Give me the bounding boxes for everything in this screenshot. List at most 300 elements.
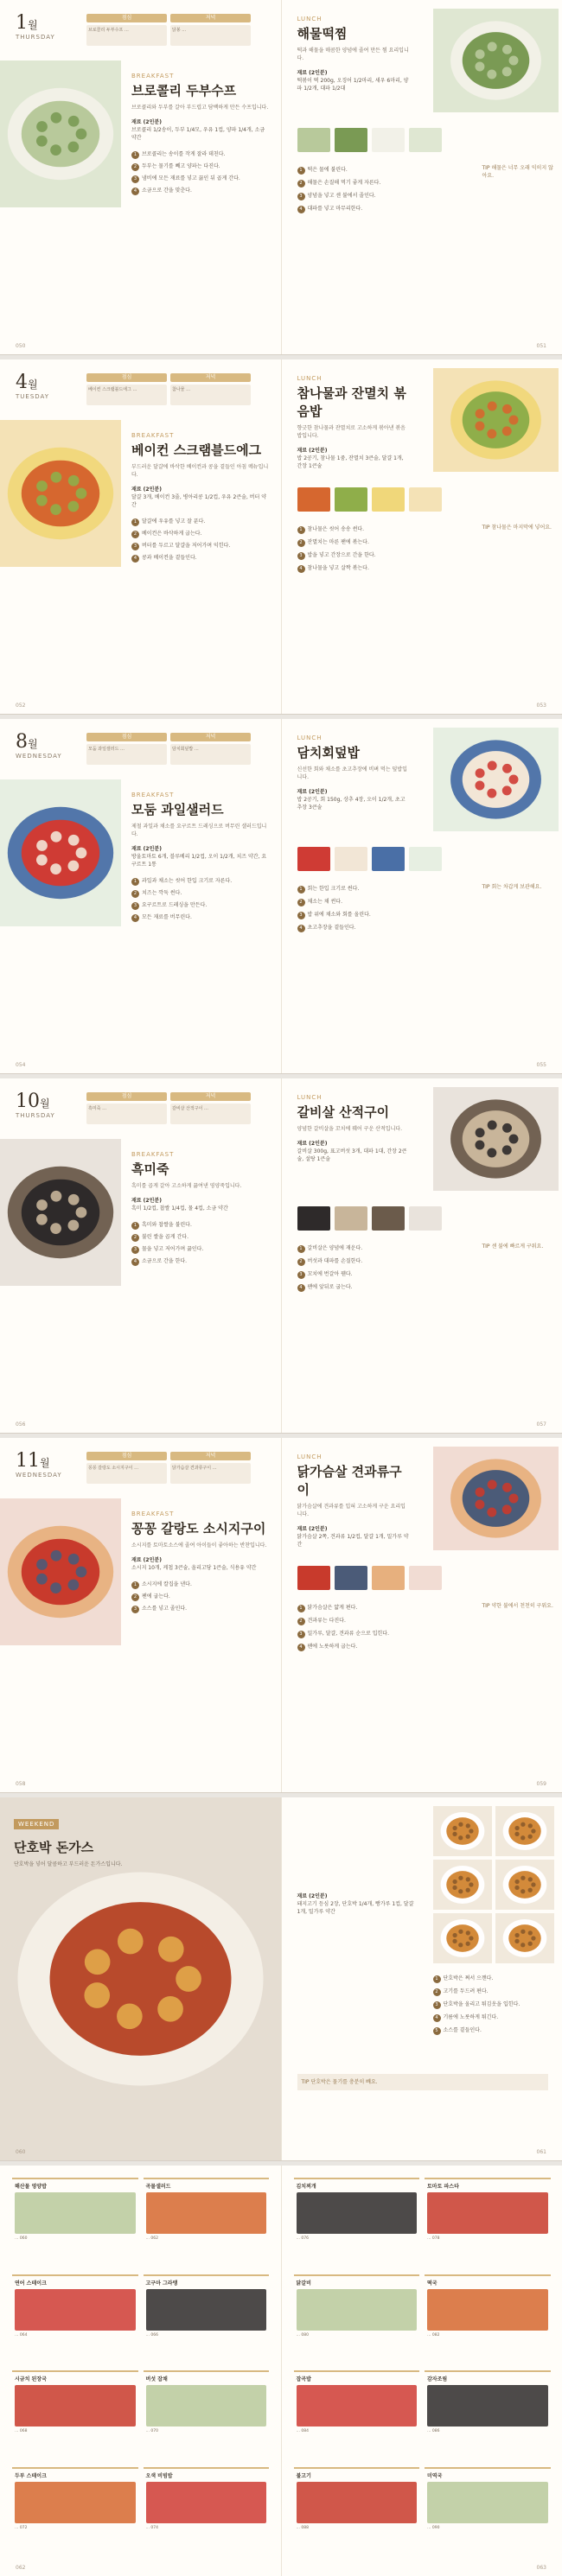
index-card-text: … 086 <box>427 2429 548 2434</box>
index-card-text: … 066 <box>146 2333 267 2338</box>
step-thumbnail <box>372 1206 405 1231</box>
step-thumbnail <box>297 847 330 871</box>
step-text: 버터를 두르고 달걀을 저어가며 익힌다. <box>142 543 230 549</box>
meal-plan-cell: 꽁꽁 갈랑도 소시지구이 … <box>86 1463 167 1484</box>
step-number: 3 <box>297 1631 305 1638</box>
index-card-photo <box>297 2385 418 2427</box>
index-card-text: … 076 <box>297 2236 418 2242</box>
index-card-text: … 082 <box>427 2333 548 2338</box>
index-card-text: … 080 <box>297 2333 418 2338</box>
step-row <box>297 1257 470 1266</box>
breakfast-title: 브로콜리 두부수프 <box>131 81 270 99</box>
ingredients-heading: 재료 (2인분) <box>297 1526 328 1532</box>
day-unit: 월 <box>40 1097 50 1110</box>
index-card-title: 잡곡밥 <box>297 2375 418 2382</box>
step-row <box>131 1257 270 1266</box>
right-page <box>282 1078 562 1433</box>
step-text: 대파를 넣고 마무리한다. <box>308 206 363 212</box>
index-card[interactable] <box>144 2370 270 2462</box>
lunch-steps <box>297 1604 470 1656</box>
ingredients-heading: 재료 (2인분) <box>131 1557 162 1563</box>
step-number: 3 <box>131 543 139 550</box>
step-row <box>131 889 270 898</box>
lunch-text-block <box>297 1453 410 1549</box>
index-card-photo <box>427 2289 548 2331</box>
step-row <box>131 1221 270 1230</box>
step-row <box>131 901 270 910</box>
day-number <box>16 731 71 753</box>
step-row <box>433 1975 554 1983</box>
index-card-text: … 068 <box>15 2429 136 2434</box>
ingredients-list: 밥 2공기, 참나물 1줌, 잔멸치 3큰술, 달걀 1개, 간장 1큰술 <box>297 455 404 469</box>
index-card[interactable] <box>12 2370 138 2462</box>
step-thumbnail <box>372 487 405 512</box>
step-row <box>297 1244 470 1253</box>
index-card[interactable] <box>144 2467 270 2559</box>
step-number: 3 <box>297 1271 305 1279</box>
ingredients-heading: 재료 (2인분) <box>297 70 328 76</box>
lunch-ingredients <box>297 788 410 811</box>
meal-plan-cell: 브로콜리 두부수프 … <box>86 25 167 46</box>
ingredients-heading: 재료 (2인분) <box>131 487 162 493</box>
step-row <box>131 1233 270 1242</box>
index-card[interactable] <box>294 2178 420 2269</box>
tip-note: TIP 약한 불에서 천천히 구워요. <box>482 1602 556 1610</box>
index-card[interactable] <box>144 2178 270 2269</box>
step-thumbnails <box>297 1566 442 1590</box>
step-text: 소금으로 간을 한다. <box>142 1258 187 1264</box>
index-card[interactable] <box>144 2274 270 2366</box>
index-card-title: 버섯 잡채 <box>146 2375 267 2382</box>
meal-plan-cell: 모둠 과일샐러드 … <box>86 744 167 765</box>
page-number-right: 059 <box>537 1781 546 1787</box>
meal-plan-table <box>86 1452 251 1486</box>
step-text: 팬에 굽는다. <box>142 1593 170 1600</box>
lunch-title: 닭가슴살 견과류구이 <box>297 1462 410 1498</box>
meal-plan-tab: 저녁 <box>170 373 251 382</box>
meal-plan-tab: 점심 <box>86 1092 167 1101</box>
step-number: 3 <box>131 175 139 183</box>
special-recipe-spread <box>0 1797 562 2160</box>
step-thumbnail <box>409 847 442 871</box>
step-thumbnail <box>335 847 367 871</box>
breakfast-steps <box>131 877 270 922</box>
meal-plan-cell: 베이컨 스크램블드에그 … <box>86 385 167 405</box>
step-thumbnail <box>409 487 442 512</box>
step-text: 고기를 두드려 편다. <box>444 1988 489 1994</box>
weekend-label: WEEKEND <box>14 1819 59 1829</box>
day-number <box>16 1091 71 1112</box>
breakfast-ingredients <box>131 1197 270 1212</box>
day-badge <box>16 1450 71 1479</box>
lunch-ingredients <box>297 1140 410 1163</box>
step-number: 2 <box>297 1258 305 1266</box>
ingredients-list: 갈비살 300g, 표고버섯 3개, 대파 1대, 간장 2큰술, 설탕 1큰술 <box>297 1148 407 1162</box>
step-thumbnails <box>297 128 442 152</box>
index-card-photo <box>15 2192 136 2234</box>
step-photo <box>495 1860 554 1910</box>
step-number: 2 <box>131 1593 139 1601</box>
meal-plan-tabs <box>86 14 251 22</box>
meal-plan-tabs <box>86 1452 251 1460</box>
step-number: 4 <box>297 565 305 573</box>
step-row <box>433 2026 554 2035</box>
lunch-label: LUNCH <box>297 375 410 382</box>
breakfast-photo <box>0 779 121 926</box>
step-text: 견과류는 다진다. <box>308 1618 346 1624</box>
step-row <box>297 179 470 188</box>
lunch-text-block <box>297 1094 410 1163</box>
step-number: 1 <box>131 151 139 159</box>
meal-plan-table <box>86 1092 251 1127</box>
step-row <box>297 538 470 547</box>
step-number: 1 <box>297 1605 305 1612</box>
step-number: 1 <box>297 167 305 175</box>
lunch-photo <box>433 9 559 112</box>
index-card-title: 오색 비빔밥 <box>146 2471 267 2479</box>
step-number: 3 <box>297 193 305 200</box>
lunch-label: LUNCH <box>297 1453 410 1460</box>
index-card[interactable] <box>12 2467 138 2559</box>
breakfast-title: 모둠 과일샐러드 <box>131 800 270 818</box>
step-photo <box>433 1913 492 1963</box>
step-thumbnail <box>409 1566 442 1590</box>
index-card-text: … 090 <box>427 2526 548 2531</box>
step-text: 소스를 넣고 졸인다. <box>142 1606 187 1612</box>
recipe-index-grid <box>294 2178 551 2558</box>
step-number: 3 <box>433 2001 441 2009</box>
breakfast-photo <box>0 1139 121 1286</box>
lunch-text-block <box>297 375 410 470</box>
ingredients-list: 떡볶이 떡 200g, 오징어 1/2마리, 새우 6마리, 양파 1/2개, 대파 1/2대 <box>297 78 409 92</box>
index-card-photo <box>15 2482 136 2523</box>
recipe-spread <box>0 1438 562 1792</box>
step-number: 2 <box>297 180 305 188</box>
page-number-left: 052 <box>16 703 25 709</box>
lunch-label: LUNCH <box>297 16 410 22</box>
ingredients-heading: 재료 (2인분) <box>131 119 162 125</box>
breakfast-photo <box>0 60 121 207</box>
breakfast-text-block <box>131 432 270 566</box>
step-row <box>131 1581 270 1589</box>
step-row <box>433 2013 554 2022</box>
step-text: 밥을 넣고 간장으로 간을 한다. <box>308 552 376 558</box>
index-card-photo <box>146 2385 267 2427</box>
breakfast-description: 부드러운 달걀에 바삭한 베이컨과 콩을 곁들인 아침 메뉴입니다. <box>131 463 270 479</box>
index-card-title: 토마토 파스타 <box>427 2182 548 2190</box>
step-number: 2 <box>297 539 305 547</box>
step-text: 해물은 손질해 먹기 좋게 자른다. <box>308 180 381 186</box>
index-card-title: 해산물 영양밥 <box>15 2182 136 2190</box>
step-text: 회는 한입 크기로 썬다. <box>308 886 360 892</box>
meal-plan-table <box>86 733 251 767</box>
lunch-text-block <box>297 16 410 92</box>
meal-plan-table <box>86 373 251 408</box>
ingredients-list: 돼지고기 등심 2장, 단호박 1/4개, 빵가루 1컵, 달걀 1개, 밀가루 약간 <box>297 1901 414 1915</box>
right-page <box>282 1797 562 2160</box>
breakfast-label: BREAKFAST <box>131 1151 270 1158</box>
step-number: 4 <box>297 206 305 213</box>
step-thumbnail <box>335 487 367 512</box>
index-card[interactable] <box>294 2274 420 2366</box>
step-thumbnail <box>297 1566 330 1590</box>
page-number-left: 054 <box>16 1062 25 1068</box>
step-number: 4 <box>433 2014 441 2022</box>
index-card-title: 떡국 <box>427 2279 548 2287</box>
meal-plan-cell: 참나물 … <box>170 385 251 405</box>
index-card-photo <box>146 2192 267 2234</box>
meal-plan-tab: 점심 <box>86 733 167 741</box>
step-photo <box>495 1913 554 1963</box>
step-thumbnail <box>372 847 405 871</box>
meal-plan-cell: 닭봉 … <box>170 25 251 46</box>
day-number <box>16 1450 71 1472</box>
step-row <box>297 564 470 573</box>
index-card-text: … 072 <box>15 2526 136 2531</box>
step-photo <box>495 1806 554 1856</box>
index-card-text: … 084 <box>297 2429 418 2434</box>
step-photo <box>433 1860 492 1910</box>
breakfast-ingredients <box>131 1556 270 1572</box>
step-text: 브로콜리는 송이를 작게 잘라 데친다. <box>142 151 225 157</box>
lunch-description: 향긋한 참나물과 잔멸치로 고소하게 볶아낸 볶음밥입니다. <box>297 424 410 440</box>
step-number: 4 <box>297 1644 305 1651</box>
meal-plan-tab: 저녁 <box>170 14 251 22</box>
breakfast-steps <box>131 1581 270 1613</box>
day-unit: 월 <box>40 1457 50 1469</box>
step-text: 팬에 노릇하게 굽는다. <box>308 1644 358 1650</box>
step-row <box>131 530 270 538</box>
step-text: 불린 쌀을 곱게 간다. <box>142 1234 188 1240</box>
special-ingredients <box>297 1892 418 1916</box>
page-number-left: 058 <box>16 1781 25 1787</box>
recipe-spread <box>0 359 562 714</box>
index-card[interactable] <box>12 2178 138 2269</box>
index-card[interactable] <box>425 2370 551 2462</box>
lunch-photo <box>433 1087 559 1191</box>
step-text: 콩과 베이컨을 곁들인다. <box>142 555 197 561</box>
special-steps <box>433 1975 554 2039</box>
lunch-steps <box>297 166 470 218</box>
breakfast-description: 제철 과일과 채소를 요구르트 드레싱으로 버무린 샐러드입니다. <box>131 823 270 838</box>
index-card-photo <box>15 2385 136 2427</box>
recipe-index-grid <box>12 2178 269 2558</box>
index-card-photo <box>427 2385 548 2427</box>
ingredients-list: 소시지 10개, 케첩 3큰술, 올리고당 1큰술, 식용유 약간 <box>131 1565 256 1571</box>
special-title: 단호박 돈가스 <box>14 1838 144 1856</box>
step-number: 3 <box>297 552 305 560</box>
lunch-title: 담치회덮밥 <box>297 743 410 761</box>
index-card[interactable] <box>12 2274 138 2366</box>
day-badge <box>16 1091 71 1119</box>
step-thumbnails <box>297 1206 442 1231</box>
lunch-ingredients <box>297 69 410 92</box>
step-number: 1 <box>131 518 139 526</box>
step-text: 닭가슴살은 얇게 편다. <box>308 1605 358 1611</box>
step-row <box>297 1270 470 1279</box>
right-page <box>282 2166 562 2576</box>
index-card-photo <box>297 2482 418 2523</box>
step-number: 5 <box>433 2027 441 2035</box>
index-card-title: 연어 스테이크 <box>15 2279 136 2287</box>
step-text: 달걀에 우유를 넣고 잘 푼다. <box>142 518 205 525</box>
step-number: 1 <box>131 878 139 886</box>
step-row <box>131 1593 270 1601</box>
tip-note: TIP 센 불에 빠르게 구워요. <box>482 1243 556 1250</box>
ingredients-list: 닭가슴살 2쪽, 견과류 1/2컵, 달걀 1개, 밀가루 약간 <box>297 1534 409 1548</box>
special-description: 단호박을 넣어 달콤하고 부드러운 돈가스입니다. <box>14 1860 144 1868</box>
index-card-photo <box>146 2289 267 2331</box>
left-page <box>0 1078 282 1433</box>
day-unit: 월 <box>28 378 38 391</box>
lunch-photo <box>433 728 559 831</box>
step-text: 소스를 곁들인다. <box>444 2027 482 2033</box>
index-card[interactable] <box>425 2178 551 2269</box>
ingredients-heading: 재료 (2인분) <box>297 448 328 454</box>
step-thumbnail <box>297 1206 330 1231</box>
step-row <box>297 551 470 560</box>
meal-plan-cell: 담치회덮밥 … <box>170 744 251 765</box>
step-text: 참나물을 넣고 살짝 볶는다. <box>308 565 369 571</box>
lunch-text-block <box>297 735 410 811</box>
step-thumbnail <box>409 128 442 152</box>
meal-plan-tab: 저녁 <box>170 1092 251 1101</box>
step-number: 3 <box>131 1246 139 1254</box>
index-card-title: 미역국 <box>427 2471 548 2479</box>
index-card-text: … 070 <box>146 2429 267 2434</box>
ingredients-list: 밥 2공기, 회 150g, 상추 4장, 오이 1/2개, 초고추장 3큰술 <box>297 797 406 811</box>
ingredients-list: 흑미 1/2컵, 찹쌀 1/4컵, 물 4컵, 소금 약간 <box>131 1205 228 1212</box>
step-text: 단호박을 올리고 튀김옷을 입힌다. <box>444 2001 520 2007</box>
step-row <box>131 1245 270 1254</box>
lunch-steps <box>297 525 470 577</box>
page-number-left: 060 <box>16 2149 25 2155</box>
step-row <box>297 1604 470 1612</box>
lunch-description: 신선한 회와 채소를 초고추장에 비벼 먹는 덮밥입니다. <box>297 766 410 781</box>
step-text: 떡은 물에 불린다. <box>308 167 348 173</box>
index-card[interactable] <box>294 2467 420 2559</box>
step-row <box>297 1643 470 1651</box>
tip-note: TIP 회는 차갑게 보관해요. <box>482 883 556 891</box>
index-card-title: 곡물샐러드 <box>146 2182 267 2190</box>
step-thumbnail <box>409 1206 442 1231</box>
step-number: 2 <box>131 531 139 538</box>
index-card-title: 김치찌개 <box>297 2182 418 2190</box>
step-thumbnail <box>297 128 330 152</box>
step-text: 밀가루, 달걀, 견과류 순으로 입힌다. <box>308 1631 390 1637</box>
special-note: TIP 단호박은 물기를 충분히 빼요. <box>297 2074 548 2090</box>
ingredients-heading: 재료 (2인분) <box>131 846 162 852</box>
recipe-spread <box>0 1078 562 1433</box>
step-row <box>131 913 270 922</box>
lunch-description: 양념한 갈비살을 꼬치에 꿰어 구운 산적입니다. <box>297 1125 410 1133</box>
breakfast-label: BREAKFAST <box>131 1511 270 1517</box>
lunch-photo <box>433 1447 559 1550</box>
step-row <box>297 1617 470 1625</box>
step-row <box>297 205 470 213</box>
step-number: 3 <box>131 1606 139 1613</box>
step-row <box>297 885 470 894</box>
index-card[interactable] <box>294 2370 420 2462</box>
page-number-right: 057 <box>537 1422 546 1428</box>
lunch-photo <box>433 368 559 472</box>
breakfast-text-block <box>131 1511 270 1617</box>
breakfast-steps <box>131 150 270 195</box>
step-number: 4 <box>131 555 139 563</box>
day-value: 4 <box>16 372 28 393</box>
step-text: 잔멸치는 마른 팬에 볶는다. <box>308 539 369 545</box>
index-card[interactable] <box>425 2467 551 2559</box>
step-text: 밥 위에 채소와 회를 올린다. <box>308 912 371 918</box>
step-number: 4 <box>131 188 139 195</box>
weekday: TUESDAY <box>16 393 71 400</box>
right-page <box>282 0 562 354</box>
meal-plan-tabs <box>86 733 251 741</box>
step-text: 치즈는 깍둑 썬다. <box>142 890 182 896</box>
recipe-spread <box>0 0 562 354</box>
meal-plan-cell: 닭가슴살 견과류구이 … <box>170 1463 251 1484</box>
step-row <box>131 1605 270 1613</box>
index-card-photo <box>15 2289 136 2331</box>
index-card-title: 고구마 그라탱 <box>146 2279 267 2287</box>
left-page <box>0 1438 282 1792</box>
lunch-description: 닭가슴살에 견과류를 입혀 고소하게 구운 요리입니다. <box>297 1503 410 1518</box>
step-number: 3 <box>131 902 139 910</box>
ingredients-list: 달걀 3개, 베이컨 3줄, 병아리콩 1/2컵, 우유 2큰술, 버터 약간 <box>131 494 266 508</box>
page-number-right: 055 <box>537 1062 546 1068</box>
step-number: 4 <box>131 914 139 922</box>
page-number-left: 050 <box>16 343 25 349</box>
day-value: 8 <box>16 731 28 753</box>
index-card-title: 감자조림 <box>427 2375 548 2382</box>
step-thumbnail <box>372 128 405 152</box>
left-page <box>0 719 282 1073</box>
step-text: 물을 넣고 저어가며 끓인다. <box>142 1246 203 1252</box>
meal-plan-tab: 저녁 <box>170 733 251 741</box>
day-number <box>16 372 71 393</box>
breakfast-ingredients <box>131 845 270 868</box>
breakfast-title: 꽁꽁 갈랑도 소시지구이 <box>131 1519 270 1537</box>
breakfast-title: 흑미죽 <box>131 1160 270 1178</box>
lunch-steps <box>297 885 470 937</box>
ingredients-list: 방울토마토 6개, 블루베리 1/2컵, 오이 1/2개, 치즈 약간, 요구르트 1통 <box>131 854 266 868</box>
step-text: 초고추장을 곁들인다. <box>308 925 356 931</box>
left-page <box>0 359 282 714</box>
step-row <box>131 187 270 195</box>
step-thumbnail <box>335 128 367 152</box>
lunch-description: 떡과 해물을 매콤한 양념에 졸여 만든 찜 요리입니다. <box>297 47 410 62</box>
day-value: 1 <box>16 12 28 34</box>
step-text: 버섯과 대파를 손질한다. <box>308 1258 363 1264</box>
weekday: THURSDAY <box>16 1112 71 1119</box>
day-unit: 월 <box>28 19 38 31</box>
day-badge <box>16 12 71 41</box>
lunch-title: 참나물과 잔멸치 볶음밥 <box>297 384 410 420</box>
step-number: 2 <box>433 1988 441 1996</box>
ingredients-heading: 재료 (2인분) <box>131 1198 162 1204</box>
step-text: 베이컨은 바삭하게 굽는다. <box>142 531 201 537</box>
meal-plan-tab: 점심 <box>86 14 167 22</box>
breakfast-description: 브로콜리와 두부를 갈아 부드럽고 담백하게 만든 수프입니다. <box>131 104 270 111</box>
index-card[interactable] <box>425 2274 551 2366</box>
recipe-spread <box>0 719 562 1073</box>
step-text: 팬에 앞뒤로 굽는다. <box>308 1284 353 1290</box>
page-number-left: 062 <box>16 2565 25 2571</box>
step-row <box>433 1988 554 1996</box>
breakfast-ingredients <box>131 118 270 142</box>
breakfast-label: BREAKFAST <box>131 792 270 798</box>
step-row <box>131 150 270 159</box>
